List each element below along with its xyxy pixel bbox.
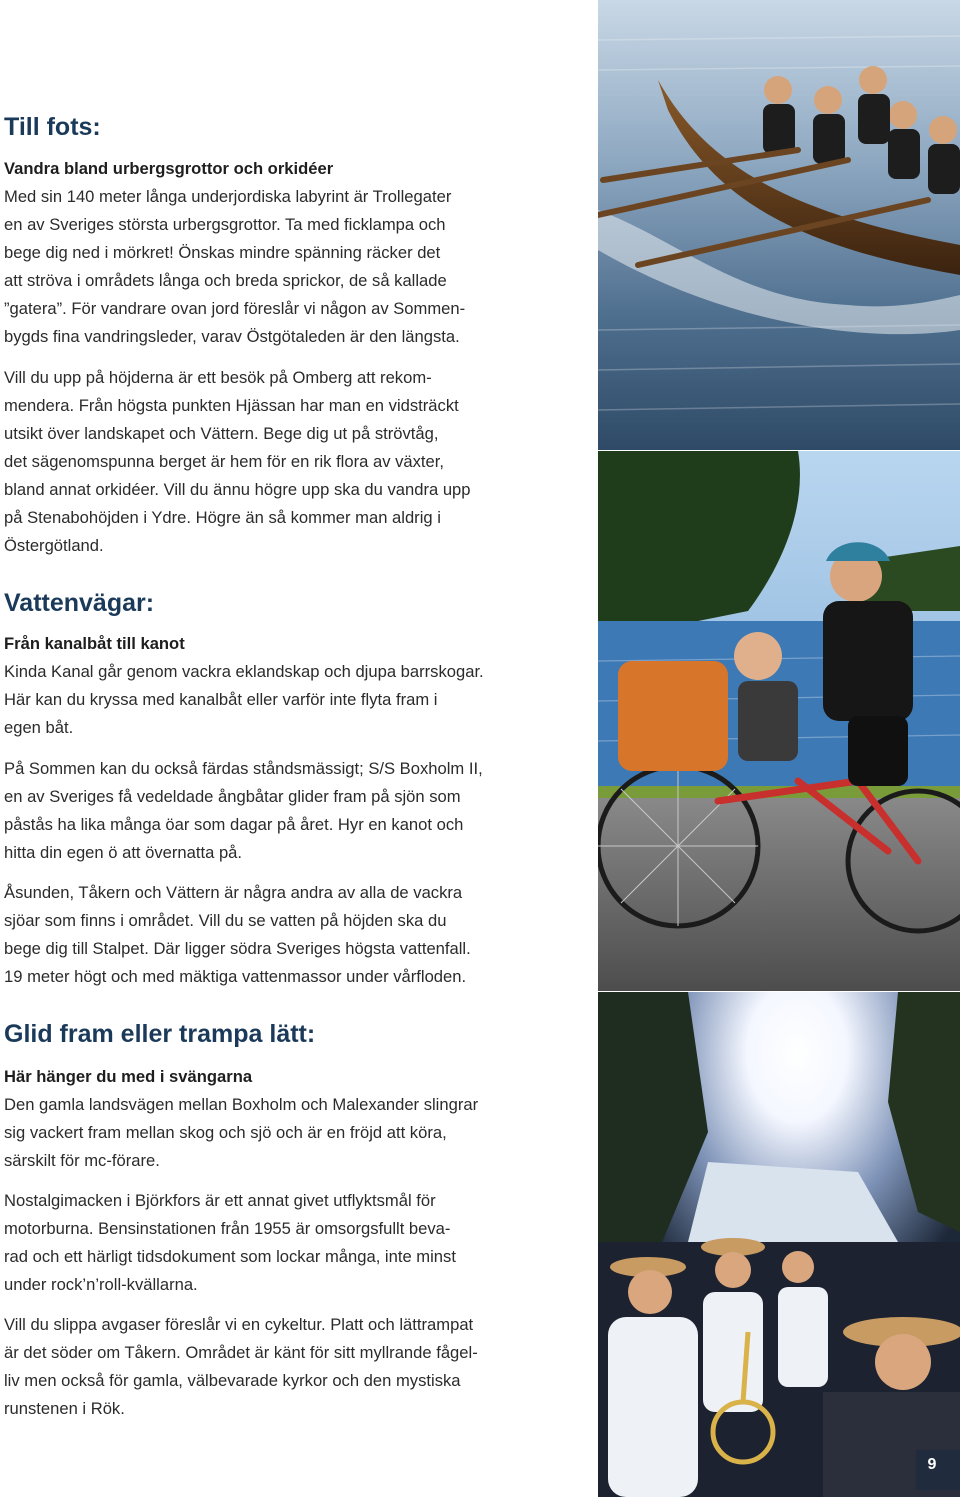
- paragraph-line: sjöar som finns i området. Vill du se vatten på höjden ska du: [4, 911, 447, 930]
- heading-glid-fram: Glid fram eller trampa lätt:: [4, 1020, 316, 1048]
- paragraph-line: att ströva i områdets långa och breda sprickor, de så kallade: [4, 271, 447, 290]
- paragraph-line: motorburna. Bensinstationen från 1955 är omsorgsfullt beva-: [4, 1219, 451, 1238]
- paragraph-line: är det söder om Tåkern. Området är känt för sitt myllrande fågel-: [4, 1343, 478, 1362]
- paragraph-line: egen båt.: [4, 718, 74, 737]
- paragraph-line: Östergötland.: [4, 536, 104, 555]
- paragraph-line: bege dig ned i mörkret! Önskas mindre spänning räcker det: [4, 243, 441, 262]
- photo-tandem-bike: [598, 451, 960, 991]
- subheading-svangarna: Här hänger du med i svängarna: [4, 1067, 253, 1086]
- paragraph-line: påstås ha lika många öar som dagar på året. Hyr en kanot och: [4, 815, 464, 834]
- paragraph-line: 19 meter högt och med mäktiga vattenmassor under vårfloden.: [4, 967, 467, 986]
- paragraph-line: rad och ett härligt tidsdokument som lockar många, inte minst: [4, 1247, 456, 1266]
- subheading-grottor: Vandra bland urbergsgrottor och orkidéer: [4, 159, 334, 178]
- paragraph-line: Kinda Kanal går genom vackra eklandskap och djupa barrskogar.: [4, 662, 484, 681]
- page-number: 9: [927, 1456, 937, 1473]
- paragraph-line: På Sommen kan du också färdas ståndsmässigt; S/S Boxholm II,: [4, 759, 483, 778]
- paragraph-line: runstenen i Rök.: [4, 1399, 125, 1418]
- paragraph-line: Här kan du kryssa med kanalbåt eller varför inte flyta fram i: [4, 690, 438, 709]
- paragraph-line: en av Sveriges få vedeldade ångbåtar glider fram på sjön som: [4, 787, 461, 806]
- paragraph-line: Vill du slippa avgaser föreslår vi en cykeltur. Platt och lättrampat: [4, 1315, 474, 1334]
- subheading-kanalbat: Från kanalbåt till kanot: [4, 634, 185, 653]
- paragraph-line: bygds fina vandringsleder, varav Östgötaleden är den längsta.: [4, 327, 460, 346]
- paragraph-line: under rock’n’roll-kvällarna.: [4, 1275, 198, 1294]
- photo-brass-band: [598, 992, 960, 1497]
- paragraph-line: hitta din egen ö att övernatta på.: [4, 843, 243, 862]
- heading-vattenvagar: Vattenvägar:: [4, 589, 155, 617]
- paragraph-line: utsikt över landskapet och Vättern. Bege dig ut på strövtåg,: [4, 424, 439, 443]
- paragraph-line: en av Sveriges största urbergsgrottor. Ta med ficklampa och: [4, 215, 446, 234]
- paragraph-line: liv men också för gamla, välbevarade kyrkor och den mystiska: [4, 1371, 461, 1390]
- photo-rowing-boat: [598, 0, 960, 450]
- paragraph-line: Vill du upp på höjderna är ett besök på Omberg att rekom-: [4, 368, 432, 387]
- paragraph-line: Nostalgimacken i Björkfors är ett annat givet utflyktsmål för: [4, 1191, 436, 1210]
- paragraph-line: Den gamla landsvägen mellan Boxholm och Malexander slingrar: [4, 1095, 479, 1114]
- paragraph-line: det sägenomspunna berget är hem för en rik flora av växter,: [4, 452, 444, 471]
- paragraph-line: Med sin 140 meter långa underjordiska labyrint är Trollegater: [4, 187, 452, 206]
- paragraph-line: Åsunden, Tåkern och Vättern är några andra av alla de vackra: [4, 883, 463, 902]
- paragraph-line: mendera. Från högsta punkten Hjässan har man en vidsträckt: [4, 396, 459, 415]
- paragraph-line: bland annat orkidéer. Vill du ännu högre upp ska du vandra upp: [4, 480, 471, 499]
- heading-till-fots: Till fots:: [4, 113, 101, 141]
- paragraph-line: bege dig till Stalpet. Där ligger södra Sveriges högsta vattenfall.: [4, 939, 471, 958]
- paragraph-line: sig vackert fram mellan skog och sjö och är en fröjd att köra,: [4, 1123, 447, 1142]
- paragraph-line: på Stenabohöjden i Ydre. Högre än så kommer man aldrig i: [4, 508, 441, 527]
- paragraph-line: ”gatera”. För vandrare ovan jord föreslår vi någon av Sommen-: [4, 299, 466, 318]
- paragraph-line: särskilt för mc-förare.: [4, 1151, 160, 1170]
